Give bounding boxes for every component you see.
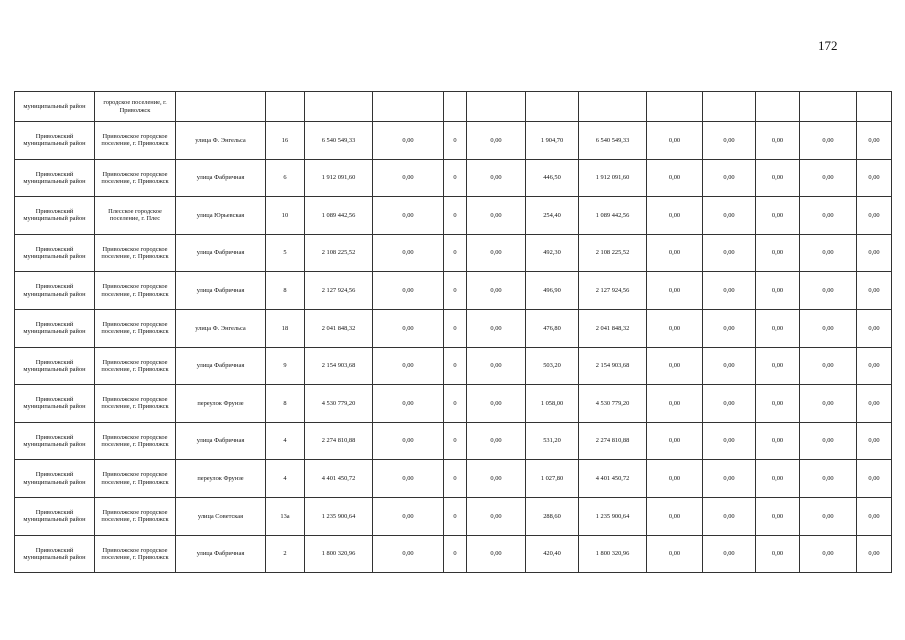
count-cell: 0 <box>444 234 467 272</box>
value-cell: 0,00 <box>857 422 892 460</box>
value-cell: 0,00 <box>373 309 444 347</box>
settlement-cell: Приволжское городское поселение, г. Приволжск <box>95 460 176 498</box>
value-cell: 0,00 <box>756 272 800 310</box>
table-row <box>15 422 892 460</box>
amount-cell: 2 274 810,88 <box>579 422 647 460</box>
value-cell: 0,00 <box>756 159 800 197</box>
value-cell: 0,00 <box>800 122 857 160</box>
value-cell: 0,00 <box>857 535 892 573</box>
amount-cell: 6 540 549,33 <box>305 122 373 160</box>
value-cell: 0,00 <box>800 347 857 385</box>
amount-cell: 2 041 848,32 <box>305 309 373 347</box>
house-number-cell: 13а <box>266 497 305 535</box>
area-cell: 492,30 <box>526 234 579 272</box>
count-cell: 0 <box>444 497 467 535</box>
settlement-cell: Приволжское городское поселение, г. Приволжск <box>95 272 176 310</box>
value-cell: 0,00 <box>857 272 892 310</box>
house-number-cell: 6 <box>266 159 305 197</box>
value-cell: 0,00 <box>800 234 857 272</box>
value-cell: 0,00 <box>703 272 756 310</box>
area-cell: 1 027,80 <box>526 460 579 498</box>
value-cell: 0,00 <box>467 197 526 235</box>
page-number: 172 <box>818 38 838 53</box>
value-cell: 0,00 <box>703 385 756 423</box>
settlement-cell: Приволжское городское поселение, г. Приволжск <box>95 385 176 423</box>
settlement-cell: Приволжское городское поселение, г. Приволжск <box>95 159 176 197</box>
value-cell: 0,00 <box>800 159 857 197</box>
value-cell: 0,00 <box>647 159 703 197</box>
street-cell: улица Фабричная <box>176 347 266 385</box>
value-cell: 0,00 <box>373 197 444 235</box>
value-cell: 0,00 <box>800 309 857 347</box>
value-cell: 0,00 <box>857 122 892 160</box>
value-cell: 0,00 <box>857 159 892 197</box>
street-cell: улица Фабричная <box>176 159 266 197</box>
amount-cell: 2 041 848,32 <box>579 309 647 347</box>
settlement-cell: Плесское городское поселение, г. Плес <box>95 197 176 235</box>
value-cell: 0,00 <box>703 422 756 460</box>
area-cell: 446,50 <box>526 159 579 197</box>
value-cell: 0,00 <box>800 535 857 573</box>
value-cell: 0,00 <box>756 122 800 160</box>
value-cell: 0,00 <box>373 122 444 160</box>
value-cell: 0,00 <box>857 497 892 535</box>
value-cell: 0,00 <box>467 234 526 272</box>
district-cell: Приволжский муниципальный район <box>15 122 95 160</box>
table-row <box>15 385 892 423</box>
value-cell: 0,00 <box>800 272 857 310</box>
district-cell: Приволжский муниципальный район <box>15 159 95 197</box>
area-cell: 531,20 <box>526 422 579 460</box>
value-cell: 0,00 <box>756 535 800 573</box>
street-cell: улица Фабричная <box>176 535 266 573</box>
empty-cell <box>579 92 647 122</box>
value-cell: 0,00 <box>647 385 703 423</box>
table-row <box>15 159 892 197</box>
value-cell: 0,00 <box>800 422 857 460</box>
house-number-cell: 5 <box>266 234 305 272</box>
value-cell: 0,00 <box>703 197 756 235</box>
empty-cell <box>444 92 467 122</box>
area-cell: 476,80 <box>526 309 579 347</box>
area-cell: 288,60 <box>526 497 579 535</box>
value-cell: 0,00 <box>800 197 857 235</box>
area-cell: 254,40 <box>526 197 579 235</box>
district-cell: Приволжский муниципальный район <box>15 497 95 535</box>
amount-cell: 2 274 810,88 <box>305 422 373 460</box>
value-cell: 0,00 <box>373 497 444 535</box>
district-cell: Приволжский муниципальный район <box>15 234 95 272</box>
value-cell: 0,00 <box>647 272 703 310</box>
value-cell: 0,00 <box>467 272 526 310</box>
street-cell: переулок Фрунзе <box>176 460 266 498</box>
table-row <box>15 309 892 347</box>
table-row <box>15 197 892 235</box>
district-cell: Приволжский муниципальный район <box>15 347 95 385</box>
value-cell: 0,00 <box>703 535 756 573</box>
value-cell: 0,00 <box>647 497 703 535</box>
empty-cell <box>266 92 305 122</box>
house-number-cell: 4 <box>266 422 305 460</box>
amount-cell: 1 089 442,56 <box>305 197 373 235</box>
settlement-cell: Приволжское городское поселение, г. Приволжск <box>95 535 176 573</box>
value-cell: 0,00 <box>756 234 800 272</box>
house-number-cell: 16 <box>266 122 305 160</box>
value-cell: 0,00 <box>756 309 800 347</box>
value-cell: 0,00 <box>647 460 703 498</box>
amount-cell: 1 912 091,60 <box>579 159 647 197</box>
count-cell: 0 <box>444 197 467 235</box>
value-cell: 0,00 <box>756 497 800 535</box>
street-cell: улица Фабричная <box>176 234 266 272</box>
value-cell: 0,00 <box>647 422 703 460</box>
table-row <box>15 497 892 535</box>
area-cell: 420,40 <box>526 535 579 573</box>
settlement-cell: Приволжское городское поселение, г. Приволжск <box>95 122 176 160</box>
amount-cell: 4 530 779,20 <box>305 385 373 423</box>
amount-cell: 4 530 779,20 <box>579 385 647 423</box>
empty-cell <box>756 92 800 122</box>
value-cell: 0,00 <box>373 460 444 498</box>
value-cell: 0,00 <box>467 460 526 498</box>
count-cell: 0 <box>444 122 467 160</box>
area-cell: 503,20 <box>526 347 579 385</box>
district-cell: Приволжский муниципальный район <box>15 385 95 423</box>
amount-cell: 1 800 320,96 <box>305 535 373 573</box>
table-row <box>15 347 892 385</box>
area-cell: 1 058,00 <box>526 385 579 423</box>
value-cell: 0,00 <box>703 347 756 385</box>
area-cell: 1 904,70 <box>526 122 579 160</box>
count-cell: 0 <box>444 309 467 347</box>
value-cell: 0,00 <box>756 460 800 498</box>
value-cell: 0,00 <box>703 497 756 535</box>
value-cell: 0,00 <box>703 122 756 160</box>
empty-cell <box>800 92 857 122</box>
settlement-cell: Приволжское городское поселение, г. Приволжск <box>95 234 176 272</box>
district-cell: Приволжский муниципальный район <box>15 309 95 347</box>
count-cell: 0 <box>444 159 467 197</box>
empty-cell <box>857 92 892 122</box>
empty-cell <box>176 92 266 122</box>
settlement-cell: Приволжское городское поселение, г. Приволжск <box>95 422 176 460</box>
amount-cell: 4 401 450,72 <box>305 460 373 498</box>
settlement-cell: городское поселение, г. Приволжск <box>95 92 176 122</box>
count-cell: 0 <box>444 385 467 423</box>
house-number-cell: 2 <box>266 535 305 573</box>
house-number-cell: 18 <box>266 309 305 347</box>
settlement-cell: Приволжское городское поселение, г. Приволжск <box>95 309 176 347</box>
value-cell: 0,00 <box>756 347 800 385</box>
house-number-cell: 4 <box>266 460 305 498</box>
street-cell: улица Юрьевская <box>176 197 266 235</box>
amount-cell: 1 800 320,96 <box>579 535 647 573</box>
amount-cell: 1 089 442,56 <box>579 197 647 235</box>
amount-cell: 2 154 903,68 <box>305 347 373 385</box>
table-row <box>15 535 892 573</box>
value-cell: 0,00 <box>703 460 756 498</box>
settlement-cell: Приволжское городское поселение, г. Приволжск <box>95 347 176 385</box>
count-cell: 0 <box>444 535 467 573</box>
value-cell: 0,00 <box>857 197 892 235</box>
count-cell: 0 <box>444 272 467 310</box>
value-cell: 0,00 <box>756 422 800 460</box>
value-cell: 0,00 <box>373 535 444 573</box>
value-cell: 0,00 <box>467 535 526 573</box>
amount-cell: 1 235 900,64 <box>305 497 373 535</box>
empty-cell <box>467 92 526 122</box>
value-cell: 0,00 <box>756 385 800 423</box>
table-row <box>15 234 892 272</box>
amount-cell: 2 127 924,56 <box>579 272 647 310</box>
amount-cell: 2 108 225,52 <box>579 234 647 272</box>
value-cell: 0,00 <box>373 272 444 310</box>
table-row <box>15 122 892 160</box>
count-cell: 0 <box>444 347 467 385</box>
value-cell: 0,00 <box>467 497 526 535</box>
street-cell: переулок Фрунзе <box>176 385 266 423</box>
table-row <box>15 272 892 310</box>
amount-cell: 1 912 091,60 <box>305 159 373 197</box>
value-cell: 0,00 <box>373 385 444 423</box>
value-cell: 0,00 <box>647 122 703 160</box>
data-table <box>14 91 892 573</box>
value-cell: 0,00 <box>857 460 892 498</box>
value-cell: 0,00 <box>373 234 444 272</box>
empty-cell <box>526 92 579 122</box>
amount-cell: 2 127 924,56 <box>305 272 373 310</box>
street-cell: улица Советская <box>176 497 266 535</box>
value-cell: 0,00 <box>647 234 703 272</box>
empty-cell <box>373 92 444 122</box>
count-cell: 0 <box>444 460 467 498</box>
district-cell: муниципальный район <box>15 92 95 122</box>
house-number-cell: 8 <box>266 385 305 423</box>
value-cell: 0,00 <box>857 385 892 423</box>
district-cell: Приволжский муниципальный район <box>15 197 95 235</box>
value-cell: 0,00 <box>467 422 526 460</box>
value-cell: 0,00 <box>467 122 526 160</box>
street-cell: улица Ф. Энгельса <box>176 122 266 160</box>
empty-cell <box>305 92 373 122</box>
value-cell: 0,00 <box>467 385 526 423</box>
district-cell: Приволжский муниципальный район <box>15 460 95 498</box>
value-cell: 0,00 <box>800 497 857 535</box>
empty-cell <box>703 92 756 122</box>
value-cell: 0,00 <box>857 309 892 347</box>
empty-cell <box>647 92 703 122</box>
district-cell: Приволжский муниципальный район <box>15 535 95 573</box>
table-row-continued <box>15 92 892 122</box>
value-cell: 0,00 <box>373 159 444 197</box>
value-cell: 0,00 <box>647 309 703 347</box>
value-cell: 0,00 <box>800 385 857 423</box>
amount-cell: 1 235 900,64 <box>579 497 647 535</box>
value-cell: 0,00 <box>373 347 444 385</box>
street-cell: улица Фабричная <box>176 422 266 460</box>
value-cell: 0,00 <box>857 234 892 272</box>
value-cell: 0,00 <box>647 347 703 385</box>
settlement-cell: Приволжское городское поселение, г. Приволжск <box>95 497 176 535</box>
amount-cell: 2 108 225,52 <box>305 234 373 272</box>
amount-cell: 2 154 903,68 <box>579 347 647 385</box>
count-cell: 0 <box>444 422 467 460</box>
value-cell: 0,00 <box>467 159 526 197</box>
value-cell: 0,00 <box>857 347 892 385</box>
value-cell: 0,00 <box>373 422 444 460</box>
area-cell: 496,90 <box>526 272 579 310</box>
value-cell: 0,00 <box>467 347 526 385</box>
value-cell: 0,00 <box>647 535 703 573</box>
district-cell: Приволжский муниципальный район <box>15 272 95 310</box>
street-cell: улица Ф. Энгельса <box>176 309 266 347</box>
value-cell: 0,00 <box>703 234 756 272</box>
value-cell: 0,00 <box>703 309 756 347</box>
house-number-cell: 8 <box>266 272 305 310</box>
value-cell: 0,00 <box>647 197 703 235</box>
amount-cell: 4 401 450,72 <box>579 460 647 498</box>
value-cell: 0,00 <box>467 309 526 347</box>
house-number-cell: 10 <box>266 197 305 235</box>
value-cell: 0,00 <box>703 159 756 197</box>
value-cell: 0,00 <box>756 197 800 235</box>
amount-cell: 6 540 549,33 <box>579 122 647 160</box>
table-row <box>15 460 892 498</box>
street-cell: улица Фабричная <box>176 272 266 310</box>
value-cell: 0,00 <box>800 460 857 498</box>
house-number-cell: 9 <box>266 347 305 385</box>
district-cell: Приволжский муниципальный район <box>15 422 95 460</box>
